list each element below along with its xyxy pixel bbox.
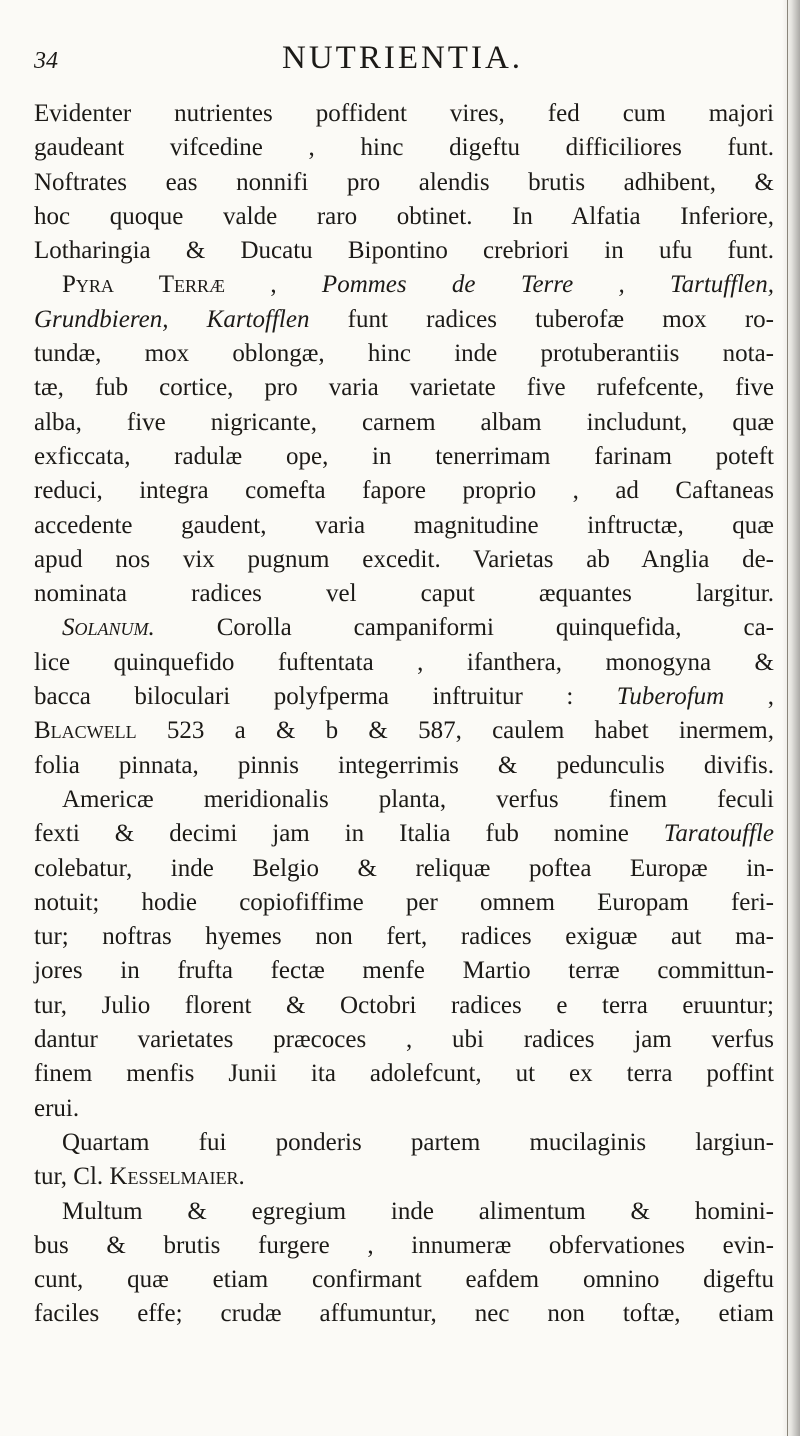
text-run: Corolla campaniformi quinquefida, ca- [154,614,774,642]
text-line: jores in frufta fectæ menfe Martio terræ committun- [34,957,774,985]
text-line: Lotharingia & Ducatu Bipontino crebriori in ufu funt. [34,237,774,265]
text-run: 523 a & b & 587, caulem habet inermem, [136,717,774,745]
page-header [34,40,774,80]
text-line: reduci, integra comefta fapore proprio , ad Caftaneas [34,477,774,505]
text-line: tur, Julio florent & Octobri radices e terra eruuntur; [34,991,774,1019]
text-run: Tuberofum [616,683,725,711]
text-line: cunt, quæ etiam confirmant eafdem omnino digeftu [34,1266,774,1294]
text-line: hoc quoque valde raro obtinet. In Alfatia Inferiore, [34,202,774,230]
text-line: tæ, fub cortice, pro varia varietate five rufefcente, five [34,374,774,402]
text-run: tur, Cl. [34,1163,110,1191]
text-line: Americæ meridionalis planta, verfus finem feculi [62,785,774,813]
text-run: funt radices tuberofæ mox ro- [309,305,774,333]
text-line [34,611,774,645]
text-line: alba, five nigricante, carnem albam includunt, quæ [34,408,774,436]
text-line: finem menfis Junii ita adolefcunt, ut ex terra poffint [34,1060,774,1088]
text-run: Kesselmaier. [109,1163,245,1191]
body-text [34,97,774,1332]
text-line: Noftrates eas nonnifi pro alendis brutis adhibent, & [34,168,774,196]
text-run: Solanum. [62,614,155,642]
text-line: Quartam fui ponderis partem mucilaginis largiun- [62,1128,774,1156]
text-line [34,680,774,714]
text-line: dantur varietates præcoces , ubi radices jam verfus [34,1026,774,1054]
text-line [34,303,774,337]
text-line: erui. [34,1094,80,1122]
text-line: accedente gaudent, varia magnitudine inftructæ, quæ [34,511,774,539]
text-line [34,714,774,748]
text-run: bacca biloculari polyfperma inftruitur : [34,683,617,711]
text-line: Multum & egregium inde alimentum & homini- [62,1197,774,1225]
text-line: folia pinnata, pinnis integerrimis & pedunculis divifis. [34,751,774,779]
text-line [34,817,774,851]
text-line: nominata radices vel caput æquantes largitur. [34,580,774,608]
text-run: Pommes de Terre , Tartufflen, [321,271,774,299]
text-line: bus & brutis furgere , innumeræ obfervationes evin- [34,1231,774,1259]
text-line [34,268,774,302]
text-line: tur; noftras hyemes non fert, radices exiguæ aut ma- [34,923,774,951]
text-run: , [225,271,322,299]
text-run: Grundbieren, Kartofflen [34,305,310,333]
page-number: 34 [34,48,58,74]
text-run: Taratouffle [663,820,774,848]
text-line: apud nos vix pugnum excedit. Varietas ab Anglia de- [34,545,774,573]
text-line: lice quinquefido fuftentata , ifanthera, monogyna & [34,648,774,676]
text-line: faciles effe; crudæ affumuntur, nec non toftæ, etiam [34,1300,774,1328]
text-line: tundæ, mox oblongæ, hinc inde protuberantiis nota- [34,340,774,368]
text-line: Evidenter nutrientes poffident vires, fed cum majori [34,100,774,127]
text-run: , [724,683,775,711]
running-title: NUTRIENTIA. [282,40,524,76]
text-line: gaudeant vifcedine , hinc digeftu difficiliores funt. [34,134,774,162]
text-line: notuit; hodie copiofiffime per omnem Europam feri- [34,888,774,916]
text-run: Blacwell [34,717,137,745]
text-line: colebatur, inde Belgio & reliquæ poftea Europæ in- [34,854,774,882]
page-binding-shadow [782,0,800,1436]
text-line [34,1160,774,1194]
text-run: fexti & decimi jam in Italia fub nomine [34,820,664,848]
page-edge-line [787,0,788,1436]
text-line: exficcata, radulæ ope, in tenerrimam farinam poteft [34,442,774,470]
text-run: Pyra Terræ [62,271,226,299]
